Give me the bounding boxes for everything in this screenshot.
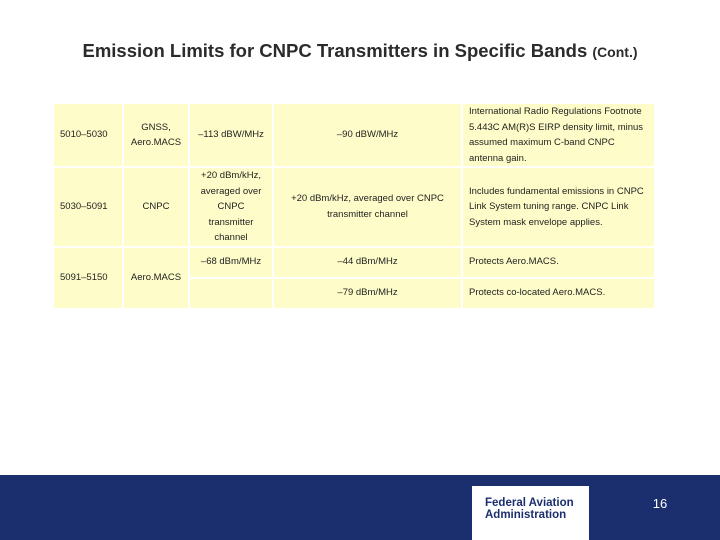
slide-title-suffix: (Cont.)	[592, 44, 638, 60]
limit-a-cell	[189, 278, 273, 309]
service-cell: Aero.MACS	[123, 247, 189, 309]
limit-a-cell: –68 dBm/MHz	[189, 247, 273, 278]
footer-bar	[0, 475, 720, 540]
note-cell: Includes fundamental emissions in CNPC Link System tuning range. CNPC Link System mask envelope applies.	[462, 167, 655, 247]
faa-name-line1: Federal Aviation	[485, 497, 574, 509]
limit-a-cell: –113 dBW/MHz	[189, 103, 273, 167]
page-number: 16	[652, 496, 668, 511]
table-row	[53, 103, 655, 167]
limit-a-cell: +20 dBm/kHz, averaged over CNPC transmitter channel	[189, 167, 273, 247]
emission-limits-table	[52, 102, 656, 310]
table-row	[53, 247, 655, 278]
note-cell: International Radio Regulations Footnote 5.443C AM(R)S EIRP density limit, minus assumed maximum C-band CNPC antenna gain.	[462, 103, 655, 167]
limit-b-cell: +20 dBm/kHz, averaged over CNPC transmitter channel	[273, 167, 462, 247]
note-cell: Protects co-located Aero.MACS.	[462, 278, 655, 309]
limit-b-cell: –44 dBm/MHz	[273, 247, 462, 278]
service-cell: CNPC	[123, 167, 189, 247]
band-cell: 5010–5030	[53, 103, 123, 167]
faa-name	[485, 497, 574, 521]
slide-title-main: Emission Limits for CNPC Transmitters in Specific Bands	[82, 40, 588, 61]
slide-title	[0, 40, 720, 62]
table-row	[53, 167, 655, 247]
band-cell: 5091–5150	[53, 247, 123, 309]
service-cell: GNSS, Aero.MACS	[123, 103, 189, 167]
band-cell: 5030–5091	[53, 167, 123, 247]
faa-name-line2: Administration	[485, 509, 567, 521]
note-cell: Protects Aero.MACS.	[462, 247, 655, 278]
limit-b-cell: –79 dBm/MHz	[273, 278, 462, 309]
limit-b-cell: –90 dBW/MHz	[273, 103, 462, 167]
